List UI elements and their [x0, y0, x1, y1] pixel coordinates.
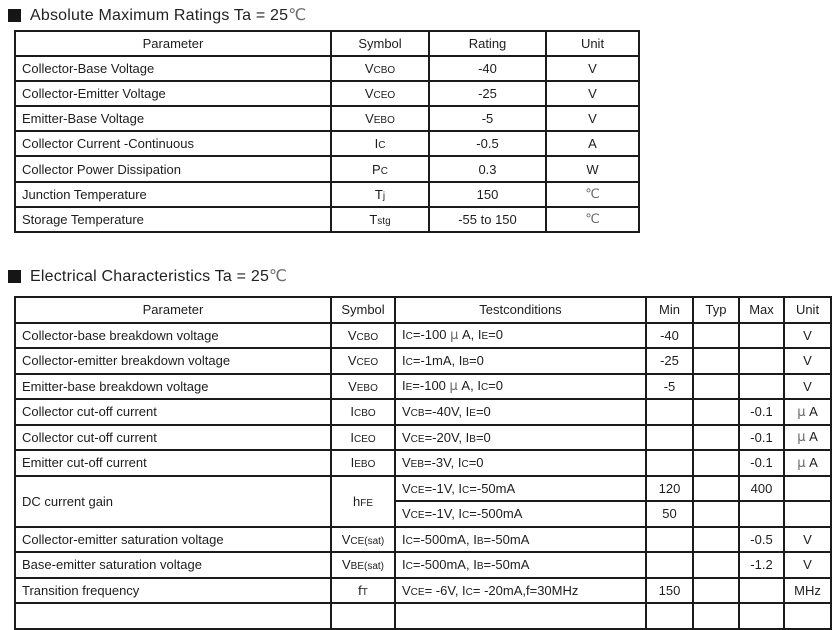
subscript-text: C [405, 357, 413, 369]
cell-parameter: Storage Temperature [15, 207, 331, 232]
cell-max: -1.2 [739, 552, 784, 578]
cell-min: 50 [646, 501, 693, 527]
cell-rating: 150 [429, 182, 546, 207]
cell-min: 150 [646, 578, 693, 604]
subscript-text: T [361, 586, 368, 598]
subscript-text: CE [410, 510, 425, 522]
cell-unit: V [784, 527, 831, 553]
subscript-text: B [462, 357, 470, 369]
column-header-unit: Unit [546, 31, 639, 56]
cell-parameter: Collector-emitter breakdown voltage [15, 348, 331, 374]
table-row [15, 131, 639, 156]
electrical-characteristics-table [14, 296, 832, 630]
cell-test: IC=-500mA, IB=-50mA [395, 552, 646, 578]
cell-rating: -5 [429, 106, 546, 131]
table-row [15, 106, 639, 131]
table-row [15, 476, 831, 502]
cell-symbol [331, 603, 395, 629]
elec-char-title-text: Electrical Characteristics Ta = 25℃ [30, 266, 288, 285]
table-row [15, 578, 831, 604]
cell-test: VCE=-20V, IB=0 [395, 425, 646, 451]
cell-typ [693, 374, 739, 400]
subscript-text: B [476, 561, 484, 573]
cell-parameter: Collector cut-off current [15, 399, 331, 425]
cell-typ [693, 450, 739, 476]
cell-min [646, 399, 693, 425]
light-glyph: ℃ [288, 5, 307, 24]
cell-parameter: Emitter-Base Voltage [15, 106, 331, 131]
subscript-text: FE [360, 497, 373, 509]
subscript-text: CBO [353, 408, 376, 420]
column-header-symbol: Symbol [331, 31, 429, 56]
subscript-text: CEO [353, 433, 376, 445]
table-row [15, 603, 831, 629]
abs-max-title-text: Absolute Maximum Ratings Ta = 25℃ [30, 5, 307, 24]
subscript-text: CBO [373, 65, 396, 77]
subscript-text: EBO [373, 115, 395, 127]
subscript-text: EB [410, 459, 425, 471]
subscript-text: B [469, 433, 476, 445]
light-glyph: ℃ [269, 266, 288, 285]
cell-test: VCE= -6V, IC= -20mA,f=30MHz [395, 578, 646, 604]
cell-symbol: VCBO [331, 56, 429, 81]
subscript-text: B [476, 535, 484, 547]
cell-symbol: VEBO [331, 374, 395, 400]
cell-unit [784, 603, 831, 629]
subscript-text: CBO [356, 331, 379, 343]
cell-parameter: Collector-Base Voltage [15, 56, 331, 81]
cell-parameter: Collector-Emitter Voltage [15, 81, 331, 106]
table-row [15, 425, 831, 451]
subscript-text: C [405, 561, 413, 573]
subscript-text: BE(sat) [350, 561, 384, 573]
subscript-text: CEO [373, 90, 396, 102]
cell-unit: V [784, 323, 831, 349]
cell-typ [693, 552, 739, 578]
subscript-text: C [405, 535, 413, 547]
cell-test: VCE=-1V, IC=-500mA [395, 501, 646, 527]
column-header-min: Min [646, 297, 693, 323]
cell-test: IC=-100 μ A, IE=0 [395, 323, 646, 349]
light-glyph: ℃ [585, 187, 600, 203]
cell-parameter: Collector-emitter saturation voltage [15, 527, 331, 553]
cell-unit [546, 182, 639, 207]
light-glyph: μ [797, 430, 806, 446]
cell-test: VEB=-3V, IC=0 [395, 450, 646, 476]
cell-unit: μ A [784, 450, 831, 476]
cell-unit: V [784, 348, 831, 374]
table-row [15, 56, 639, 81]
cell-test: IE=-100 μ A, IC=0 [395, 374, 646, 400]
cell-symbol: VEBO [331, 106, 429, 131]
subscript-text: EBO [354, 459, 376, 471]
cell-min [646, 552, 693, 578]
cell-typ [693, 578, 739, 604]
cell-parameter: Emitter-base breakdown voltage [15, 374, 331, 400]
section-bullet-icon [8, 270, 21, 283]
cell-max: 400 [739, 476, 784, 502]
cell-max [739, 578, 784, 604]
cell-parameter: Collector cut-off current [15, 425, 331, 451]
cell-parameter: DC current gain [15, 476, 331, 527]
cell-typ [693, 323, 739, 349]
cell-test: VCE=-1V, IC=-50mA [395, 476, 646, 502]
cell-max [739, 348, 784, 374]
cell-unit [546, 207, 639, 232]
cell-unit: V [784, 552, 831, 578]
subscript-text: C [465, 586, 473, 598]
cell-test: IC=-1mA, IB=0 [395, 348, 646, 374]
cell-symbol: VBE(sat) [331, 552, 395, 578]
elec-char-section-title [8, 266, 287, 286]
cell-symbol: PC [331, 156, 429, 181]
table-row [15, 399, 831, 425]
cell-unit: V [784, 374, 831, 400]
light-glyph: μ [450, 328, 459, 344]
table-row [15, 323, 831, 349]
cell-parameter: Junction Temperature [15, 182, 331, 207]
subscript-text: stg [377, 215, 391, 227]
subscript-text: CE(sat) [350, 535, 385, 547]
cell-typ [693, 501, 739, 527]
table-row [15, 527, 831, 553]
cell-symbol: Tstg [331, 207, 429, 232]
subscript-text: C [462, 484, 470, 496]
cell-typ [693, 348, 739, 374]
cell-min [646, 603, 693, 629]
cell-max [739, 323, 784, 349]
cell-min: -5 [646, 374, 693, 400]
cell-unit: A [546, 131, 639, 156]
abs-max-section-title [8, 5, 306, 25]
column-header-rating: Rating [429, 31, 546, 56]
column-header-parameter: Parameter [15, 31, 331, 56]
subscript-text: E [405, 382, 413, 394]
subscript-text: C [461, 459, 469, 471]
cell-typ [693, 399, 739, 425]
light-glyph: ℃ [585, 212, 600, 228]
cell-min [646, 450, 693, 476]
cell-max: -0.1 [739, 399, 784, 425]
cell-rating: -25 [429, 81, 546, 106]
subscript-text: CB [410, 408, 425, 420]
table-row [15, 552, 831, 578]
header-row [15, 297, 831, 323]
column-header-testconditions: Testconditions [395, 297, 646, 323]
cell-parameter: Collector Power Dissipation [15, 156, 331, 181]
cell-rating: -0.5 [429, 131, 546, 156]
cell-parameter: Base-emitter saturation voltage [15, 552, 331, 578]
cell-max [739, 603, 784, 629]
cell-rating: -40 [429, 56, 546, 81]
cell-min: -25 [646, 348, 693, 374]
cell-symbol: VCE(sat) [331, 527, 395, 553]
subscript-text: CEO [356, 357, 379, 369]
cell-max [739, 374, 784, 400]
cell-parameter: Collector Current -Continuous [15, 131, 331, 156]
abs-max-table [14, 30, 640, 233]
cell-typ [693, 527, 739, 553]
cell-min [646, 527, 693, 553]
table-row [15, 450, 831, 476]
light-glyph: μ [797, 455, 806, 471]
cell-symbol: VCEO [331, 348, 395, 374]
table-row [15, 374, 831, 400]
cell-typ [693, 603, 739, 629]
cell-symbol: VCEO [331, 81, 429, 106]
column-header-symbol: Symbol [331, 297, 395, 323]
cell-parameter [15, 603, 331, 629]
cell-rating: -55 to 150 [429, 207, 546, 232]
cell-max: -0.1 [739, 450, 784, 476]
cell-parameter: Transition frequency [15, 578, 331, 604]
cell-symbol: IC [331, 131, 429, 156]
cell-rating: 0.3 [429, 156, 546, 181]
cell-parameter: Collector-base breakdown voltage [15, 323, 331, 349]
table-row [15, 182, 639, 207]
cell-test: VCB=-40V, IE=0 [395, 399, 646, 425]
cell-max: -0.5 [739, 527, 784, 553]
cell-max: -0.1 [739, 425, 784, 451]
subscript-text: CE [410, 586, 425, 598]
cell-symbol: ICBO [331, 399, 395, 425]
column-header-typ: Typ [693, 297, 739, 323]
cell-unit: V [546, 81, 639, 106]
cell-test: IC=-500mA, IB=-50mA [395, 527, 646, 553]
column-header-unit: Unit [784, 297, 831, 323]
cell-unit: V [546, 56, 639, 81]
subscript-text: CE [410, 484, 425, 496]
cell-unit: V [546, 106, 639, 131]
cell-unit: μ A [784, 425, 831, 451]
cell-symbol: IEBO [331, 450, 395, 476]
cell-parameter: Emitter cut-off current [15, 450, 331, 476]
cell-unit: MHz [784, 578, 831, 604]
cell-symbol: fT [331, 578, 395, 604]
subscript-text: C [405, 331, 413, 343]
cell-unit: μ A [784, 399, 831, 425]
cell-min: -40 [646, 323, 693, 349]
cell-unit [784, 501, 831, 527]
column-header-parameter: Parameter [15, 297, 331, 323]
cell-min [646, 425, 693, 451]
cell-symbol: ICEO [331, 425, 395, 451]
column-header-max: Max [739, 297, 784, 323]
subscript-text: E [469, 408, 476, 420]
section-bullet-icon [8, 9, 21, 22]
subscript-text: C [462, 510, 470, 522]
subscript-text: C [378, 140, 386, 152]
light-glyph: μ [797, 404, 806, 420]
subscript-text: C [480, 382, 489, 394]
table-row [15, 156, 639, 181]
cell-typ [693, 476, 739, 502]
cell-unit: W [546, 156, 639, 181]
table-row [15, 207, 639, 232]
header-row [15, 31, 639, 56]
cell-min: 120 [646, 476, 693, 502]
cell-unit [784, 476, 831, 502]
table-row [15, 81, 639, 106]
table-row [15, 348, 831, 374]
cell-symbol: Tj [331, 182, 429, 207]
cell-test [395, 603, 646, 629]
light-glyph: μ [449, 379, 458, 395]
subscript-text: CE [410, 433, 425, 445]
cell-symbol: VCBO [331, 323, 395, 349]
subscript-text: j [382, 190, 386, 202]
cell-typ [693, 425, 739, 451]
cell-symbol: hFE [331, 476, 395, 527]
cell-max [739, 501, 784, 527]
subscript-text: C [380, 165, 388, 177]
subscript-text: E [481, 331, 489, 343]
subscript-text: EBO [356, 382, 378, 394]
